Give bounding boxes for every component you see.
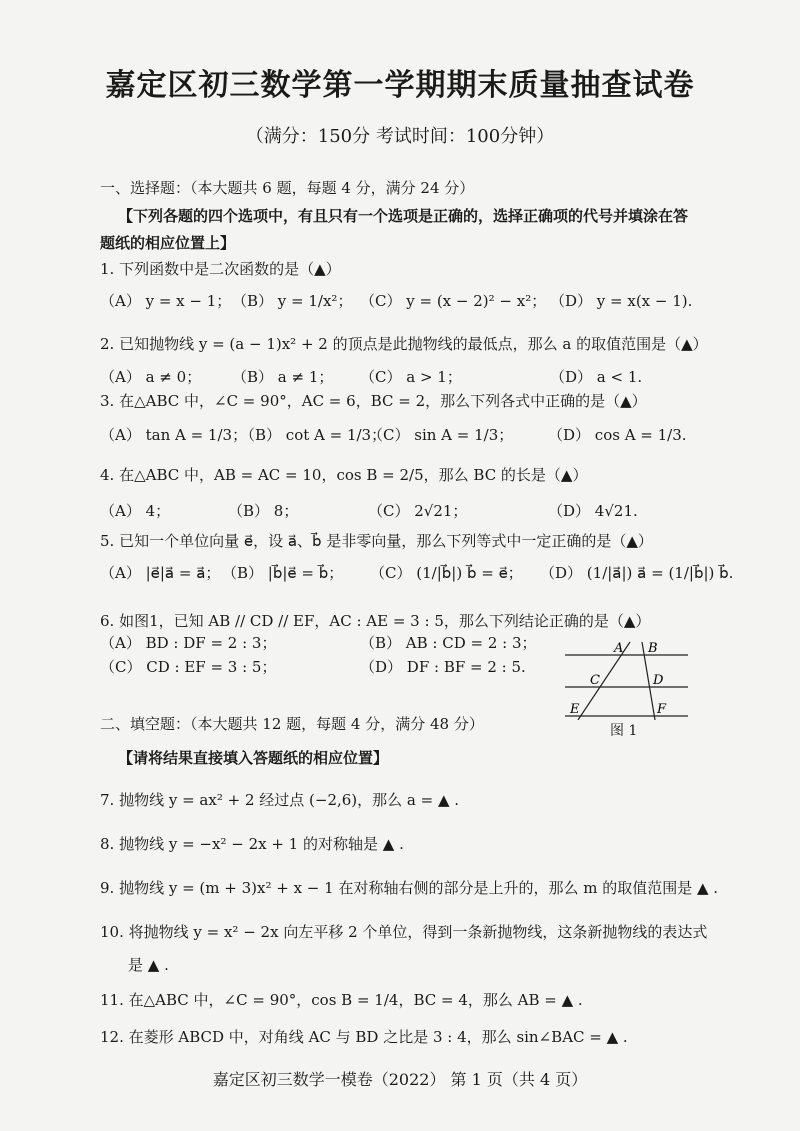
q1-option-b: （B） y = 1/x²；: [232, 292, 353, 310]
q3-option-d: （D） cos A = 1/3.: [548, 426, 687, 444]
section1-instruction-line1: 【下列各题的四个选项中，有且只有一个选项是正确的，选择正确项的代号并填涂在答: [118, 207, 689, 225]
section2-heading: 二、填空题：（本大题共 12 题，每题 4 分，满分 48 分）: [100, 715, 484, 733]
q4-option-c: （C） 2√21；: [368, 502, 468, 520]
q4-stem: 4. 在△ABC 中，AB = AC = 10，cos B = 2/5，那么 BC 的长是（▲）: [100, 466, 588, 484]
q2-option-c: （C） a > 1；: [360, 368, 462, 386]
q1-option-a: （A） y = x − 1；: [100, 292, 232, 310]
q4-option-d: （D） 4√21.: [548, 502, 638, 520]
q6-stem: 6. 如图1，已知 AB // CD // EF，AC : AE = 3 : 5，那么下列结论正确的是（▲）: [100, 612, 651, 630]
exam-title: 嘉定区初三数学第一学期期末质量抽查试卷: [105, 68, 695, 103]
q2-stem: 2. 已知抛物线 y = (a − 1)x² + 2 的顶点是此抛物线的最低点，那么 a 的取值范围是（▲）: [100, 335, 708, 353]
label-f: F: [657, 702, 667, 717]
figure-1-diagram: [560, 640, 700, 720]
q5-option-a: （A） |e⃗|a⃗ = a⃗；: [100, 564, 221, 582]
q3-option-a: （A） tan A = 1/3；: [100, 426, 248, 444]
q5-option-b: （B） |b⃗|e⃗ = b⃗；: [222, 564, 344, 582]
section1-heading: 一、选择题：（本大题共 6 题，每题 4 分，满分 24 分）: [100, 179, 475, 197]
q5-option-d: （D） (1/|a⃗|) a⃗ = (1/|b⃗|) b⃗.: [540, 564, 734, 582]
q3-option-c: （C） sin A = 1/3；: [368, 426, 514, 444]
q1-option-c: （C） y = (x − 2)² − x²；: [360, 292, 547, 310]
q1-stem: 1. 下列函数中是二次函数的是（▲）: [100, 260, 341, 278]
q6-option-c: （C） CD : EF = 3 : 5；: [100, 658, 277, 676]
q3-option-b: （B） cot A = 1/3；: [240, 426, 387, 444]
label-a: A: [614, 641, 624, 656]
q2-option-a: （A） a ≠ 0；: [100, 368, 202, 386]
q9: 9. 抛物线 y = (m + 3)x² + x − 1 在对称轴右侧的部分是上升的，那么 m 的取值范围是 ▲ .: [100, 879, 719, 897]
q6-option-a: （A） BD : DF = 2 : 3；: [100, 634, 277, 652]
label-b: B: [648, 641, 658, 656]
q7: 7. 抛物线 y = ax² + 2 经过点 (−2,6)，那么 a = ▲ .: [100, 791, 460, 809]
q4-option-b: （B） 8；: [228, 502, 299, 520]
q10-line2: 是 ▲ .: [128, 956, 169, 974]
q11: 11. 在△ABC 中，∠C = 90°，cos B = 1/4，BC = 4，那么 AB = ▲ .: [100, 991, 583, 1009]
q12: 12. 在菱形 ABCD 中，对角线 AC 与 BD 之比是 3 : 4，那么 sin∠BAC = ▲ .: [100, 1028, 628, 1046]
section1-instruction-line2: 题纸的相应位置上】: [100, 234, 236, 252]
section2-instruction: 【请将结果直接填入答题纸的相应位置】: [118, 749, 389, 767]
exam-subtitle: （满分：150分 考试时间：100分钟）: [245, 126, 555, 147]
label-d: D: [653, 673, 664, 688]
q8: 8. 抛物线 y = −x² − 2x + 1 的对称轴是 ▲ .: [100, 835, 404, 853]
q6-option-d: （D） DF : BF = 2 : 5.: [360, 658, 526, 676]
page-footer: 嘉定区初三数学一模卷（2022） 第 1 页（共 4 页）: [212, 1070, 588, 1089]
q2-option-d: （D） a < 1.: [550, 368, 643, 386]
label-e: E: [570, 702, 580, 717]
q5-option-c: （C） (1/|b⃗|) b⃗ = e⃗；: [370, 564, 523, 582]
q4-option-a: （A） 4；: [100, 502, 171, 520]
q6-option-b: （B） AB : CD = 2 : 3；: [360, 634, 537, 652]
q1-option-d: （D） y = x(x − 1).: [550, 292, 693, 310]
q3-stem: 3. 在△ABC 中，∠C = 90°，AC = 6，BC = 2，那么下列各式中正确的是（▲）: [100, 392, 647, 410]
q10-line1: 10. 将抛物线 y = x² − 2x 向左平移 2 个单位，得到一条新抛物线，这条新抛物线的表达式: [100, 923, 708, 941]
q2-option-b: （B） a ≠ 1；: [232, 368, 334, 386]
label-c: C: [590, 673, 600, 688]
q5-stem: 5. 已知一个单位向量 e⃗，设 a⃗、b⃗ 是非零向量，那么下列等式中一定正确的是（▲）: [100, 532, 653, 550]
figure-1-caption: 图 1: [610, 723, 638, 739]
